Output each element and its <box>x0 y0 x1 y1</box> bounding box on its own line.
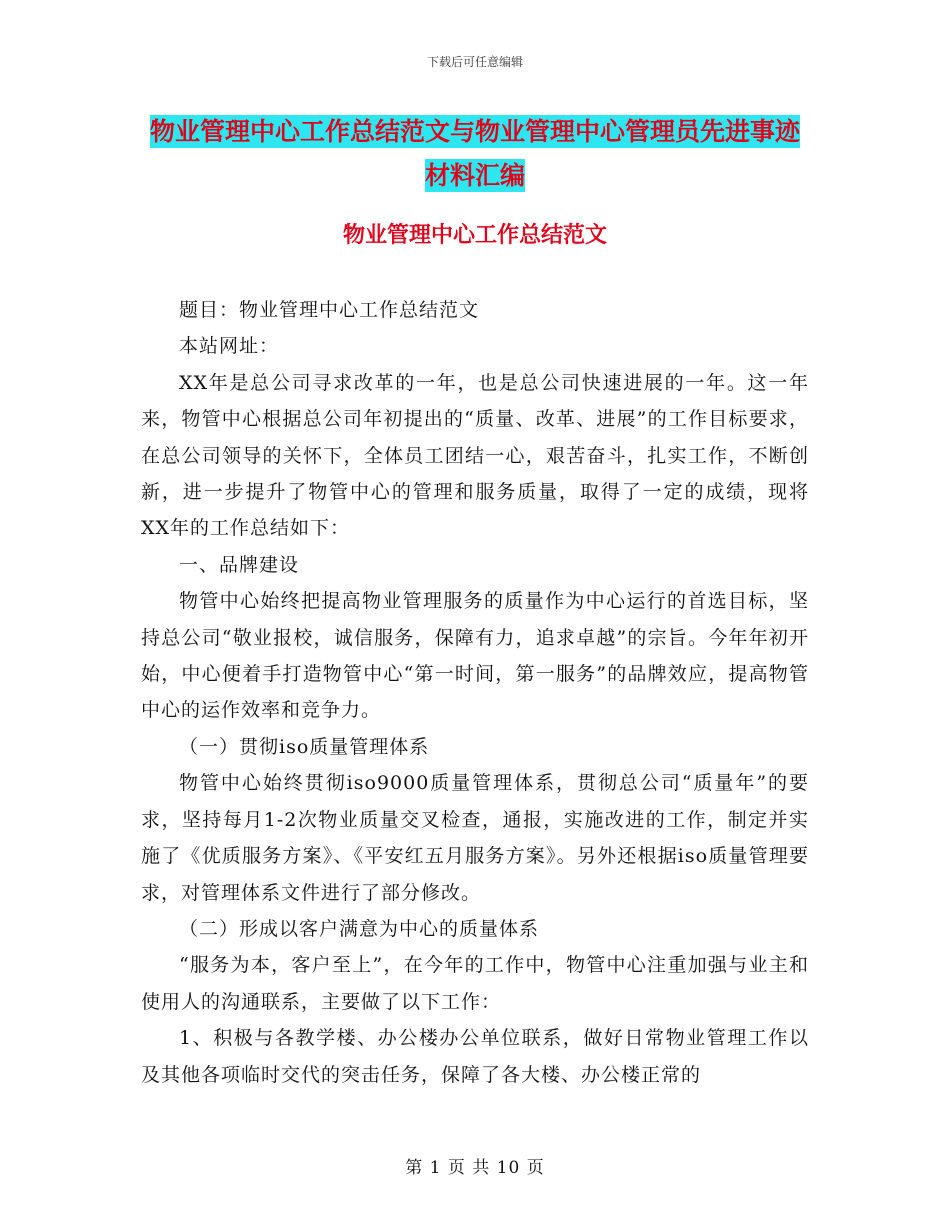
heading-iso: （一）贯彻iso质量管理体系 <box>179 735 430 758</box>
paragraph-brand: 物管中心始终把提高物业管理服务的质量作为中心运行的首选目标，坚持总公司“敬业报校，诚信服务，保障有力，追求卓越”的宗旨。今年年初开始，中心便着手打造物管中心“第一时间，第一服务”的品牌效应，提高物管中心的运作效率和竞争力。 <box>141 590 809 722</box>
header-note: 下载后可任意编辑 <box>426 55 523 69</box>
paragraph-iso: 物管中心始终贯彻iso9000质量管理体系，贯彻总公司“质量年”的要求，坚持每月1-2次物业质量交叉检查，通报，实施改进的工作，制定并实施了《优质服务方案》、《平安红五月服务方案》。另外还根据iso质量管理要求，对管理体系文件进行了部分修改。 <box>141 772 809 904</box>
main-title-text: 物业管理中心工作总结范文与物业管理中心管理员先进事迹材料汇编 <box>149 117 800 190</box>
heading-customer: （二）形成以客户满意为中心的质量体系 <box>179 917 540 940</box>
heading-brand-building: 一、品牌建设 <box>179 553 300 576</box>
paragraph-intro: XX年是总公司寻求改革的一年，也是总公司快速进展的一年。这一年来，物管中心根据总公司年初提出的“质量、改革、进展”的工作目标要求，在总公司领导的关怀下，全体员工团结一心，艰苦奋斗，扎实工作，不断创新，进一步提升了物管中心的管理和服务质量，取得了一定的成绩，现将XX年的工作总结如下： <box>141 371 809 540</box>
paragraph-item-1: 1、积极与各教学楼、办公楼办公单位联系，做好日常物业管理工作以及其他各项临时交代的突击任务，保障了各大楼、办公楼正常的 <box>141 1027 809 1086</box>
paragraph-site-url: 本站网址： <box>179 335 280 358</box>
paragraph-topic: 题目：物业管理中心工作总结范文 <box>179 299 480 321</box>
document-body <box>141 292 809 1093</box>
page-number: 第 1 页 共 10 页 <box>405 1158 545 1178</box>
main-title <box>140 110 810 198</box>
section-title: 物业管理中心工作总结范文 <box>342 223 607 248</box>
paragraph-customer: “服务为本，客户至上”，在今年的工作中，物管中心注重加强与业主和使用人的沟通联系，主要做了以下工作： <box>141 954 809 1013</box>
